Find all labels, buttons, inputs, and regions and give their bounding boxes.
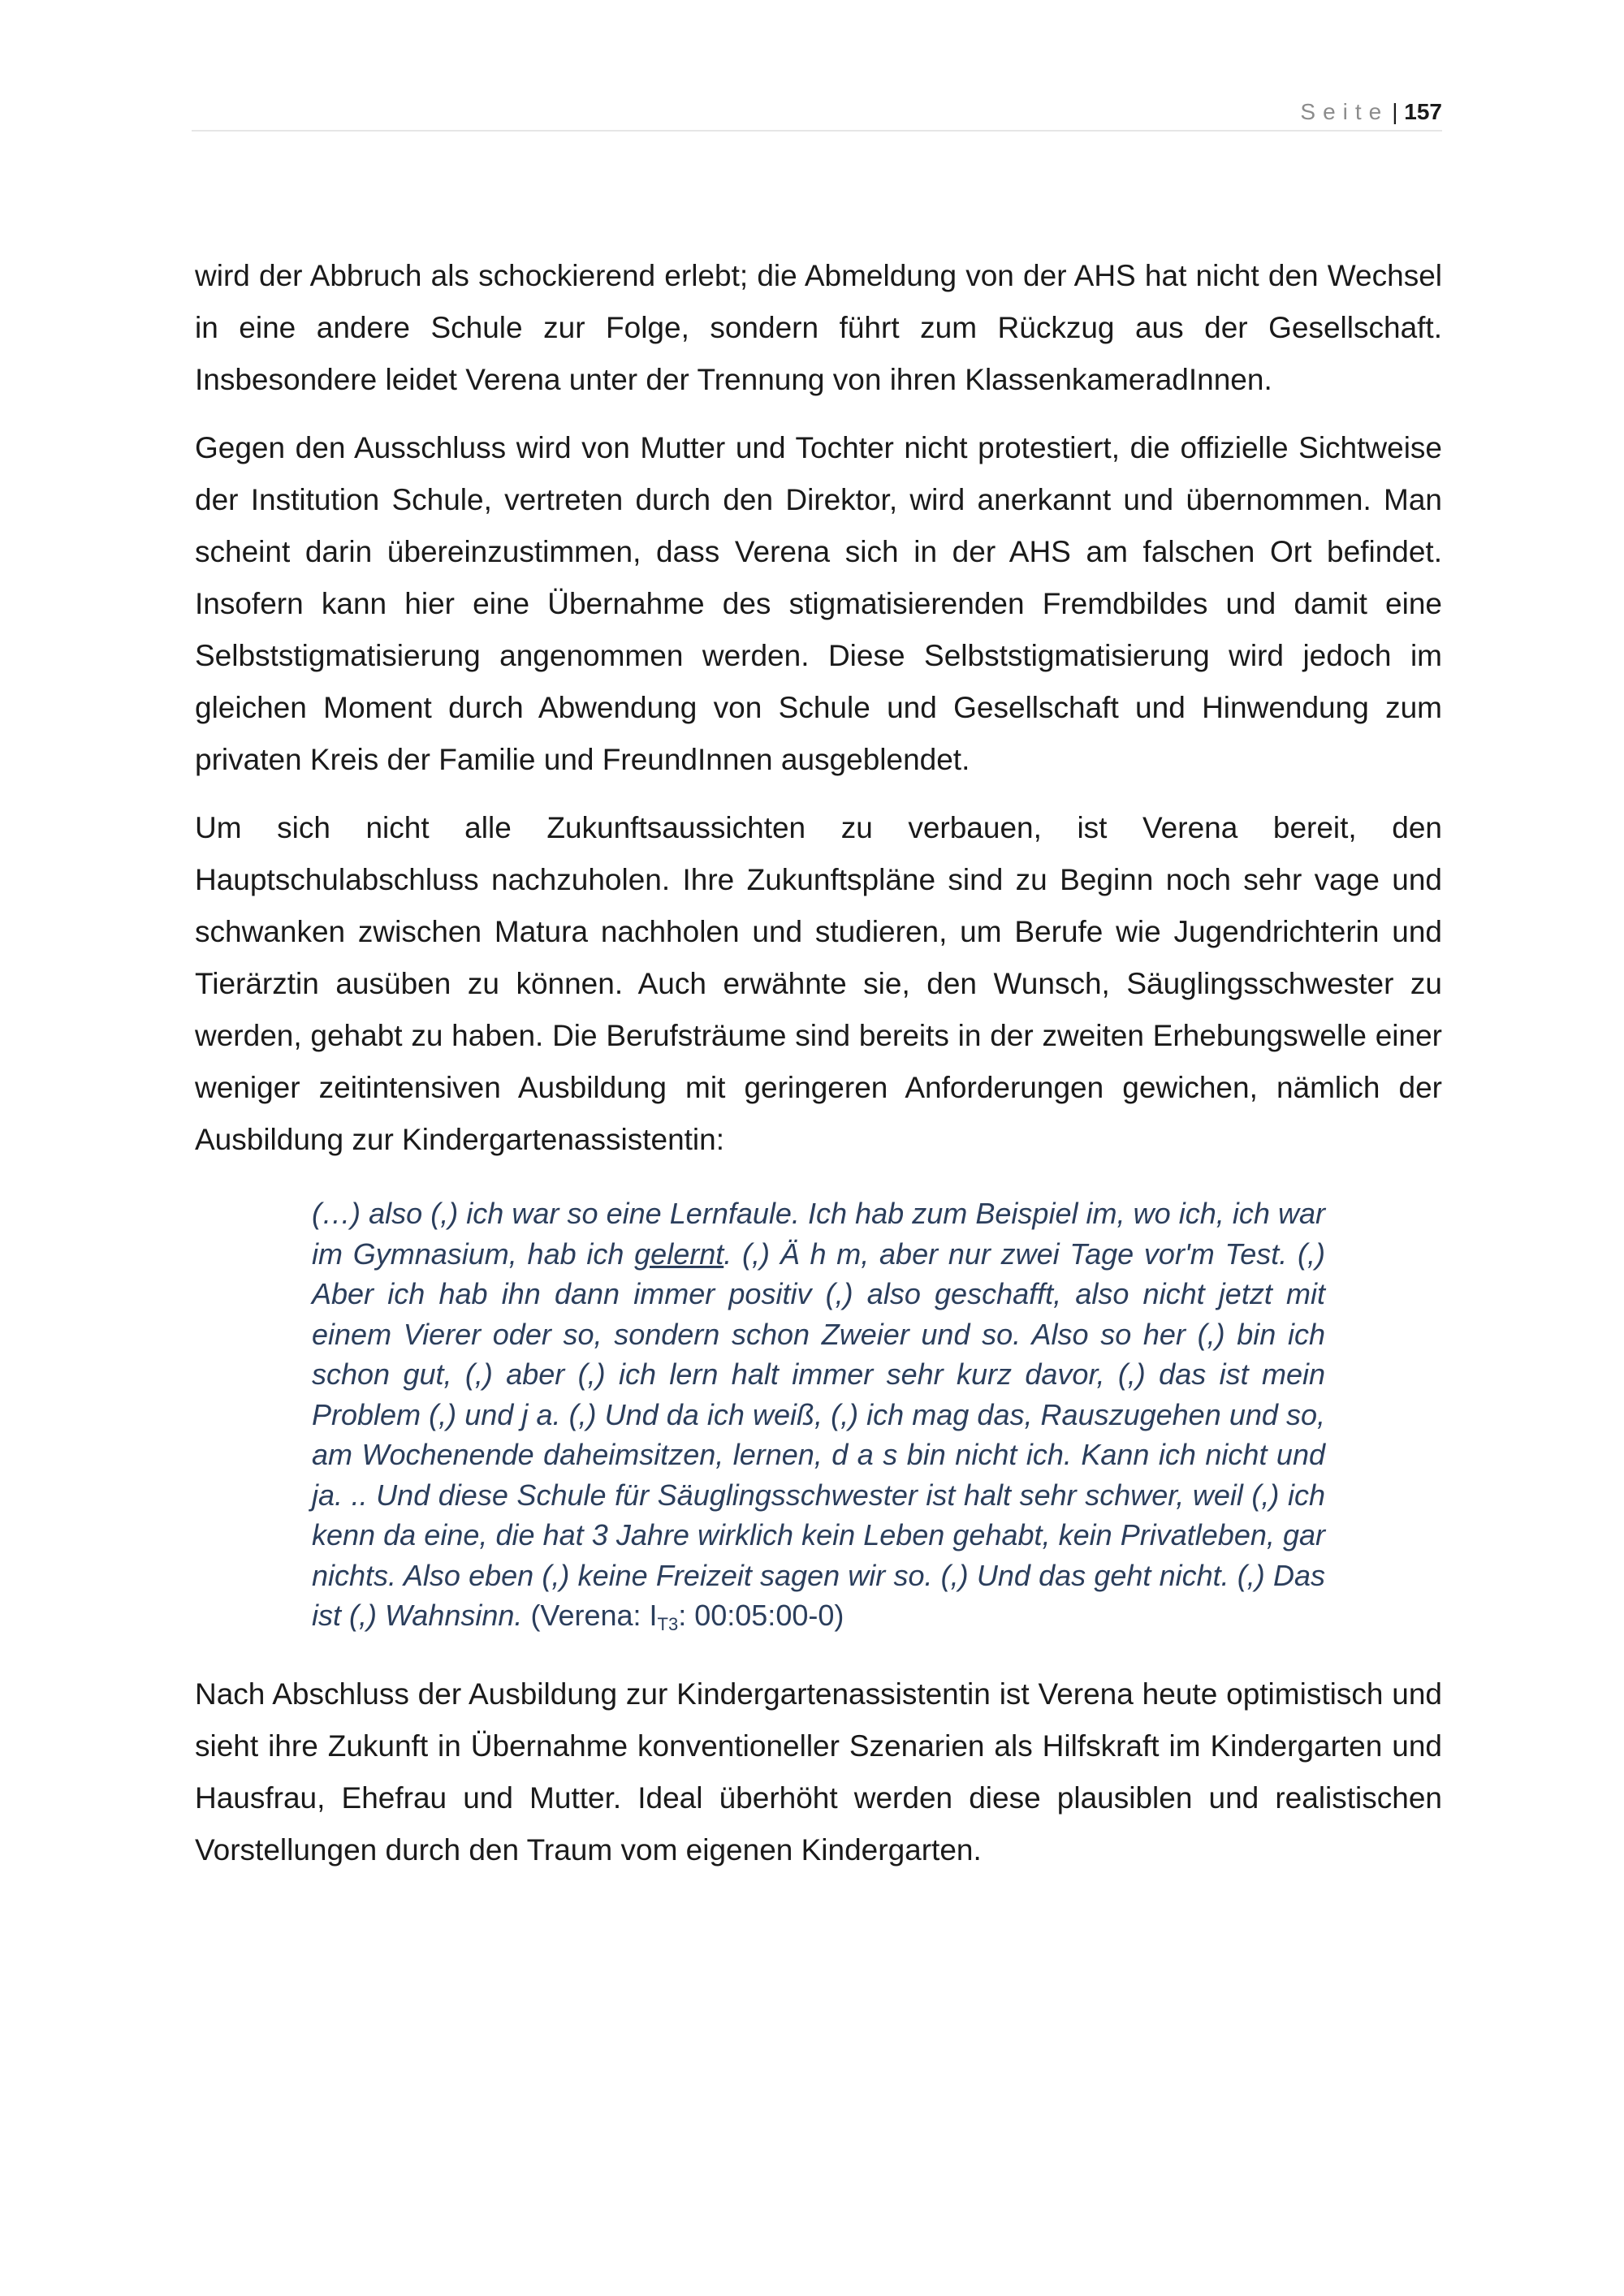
page-label: Seite <box>1300 99 1389 124</box>
quote-text-start: (…) also (,) ich war so eine Lernfaule. Ich hab zum Beispiel im, wo ich, ich war im Gymnasium, hab ich <box>312 1197 1325 1271</box>
paragraph-1: wird der Abbruch als schockierend erlebt; die Abmeldung von der AHS hat nicht den Wechsel in eine andere Schule zur Folge, sondern führt zum Rückzug aus der Gesellschaft. Insbesondere leidet Verena unter der Trennung von ihren KlassenkameradInnen. <box>195 259 1442 396</box>
quote-reference-open: (Verena: I <box>530 1599 658 1632</box>
main-text <box>195 250 1442 1892</box>
quote-reference-subscript: T3 <box>657 1614 679 1634</box>
page-header <box>192 96 1442 132</box>
page-number: 157 <box>1404 99 1442 124</box>
quote-reference-close: : 00:05:00-0) <box>678 1599 844 1632</box>
quote-text-end: . (,) Ä h m, aber nur zwei Tage vor'm Test. (,) Aber ich hab ihn dann immer positiv (,) also geschafft, also nicht jetzt mit einem Vierer oder so, sondern schon Zweier und so. Also so her (,) bin ich schon gut, (,) aber (,) ich lern halt immer sehr kurz davor, (,) das ist mein Problem (,) und j a. (,) Und da ich weiß, (,) ich mag das, Rauszugehen und so, am Wochenende daheimsitzen, lernen, d a s bin nicht ich. Kann ich nicht und ja. .. Und diese Schule für Säuglingsschwester ist halt sehr schwer, weil (,) ich kenn da eine, die hat 3 Jahre wirklich kein Leben gehabt, kein Privatleben, gar nichts. Also eben (,) keine Freizeit sagen wir so. (,) Und das geht nicht. (,) Das ist (,) Wahnsinn. <box>312 1236 1326 1632</box>
quote-underlined-word: gelernt <box>634 1236 724 1271</box>
interview-quote <box>312 1193 1325 1636</box>
closing-paragraph: Nach Abschluss der Ausbildung zur Kindergartenassistentin ist Verena heute optimistisch und sieht ihre Zukunft in Übernahme konventioneller Szenarien als Hilfskraft im Kindergarten und Hausfrau, Ehefrau und Mutter. Ideal überhöht werden diese plausiblen und realistischen Vorstellungen durch den Traum vom eigenen Kindergarten. <box>195 1677 1442 1867</box>
paragraph-3: Um sich nicht alle Zukunftsaussichten zu verbauen, ist Verena bereit, den Hauptschulabschluss nachzuholen. Ihre Zukunftspläne sind zu Beginn noch sehr vage und schwanken zwischen Matura nachholen und studieren, um Berufe wie Jugendrichterin und Tierärztin ausüben zu können. Auch erwähnte sie, den Wunsch, Säuglingsschwester zu werden, gehabt zu haben. Die Berufsträume sind bereits in der zweiten Erhebungswelle einer weniger zeitintensiven Ausbildung mit geringeren Anforderungen gewichen, nämlich der Ausbildung zur Kindergartenassistentin: <box>195 811 1442 1156</box>
paragraph-2: Gegen den Ausschluss wird von Mutter und Tochter nicht protestiert, die offizielle Sichtweise der Institution Schule, vertreten durch den Direktor, wird anerkannt und übernommen. Man scheint darin übereinzustimmen, dass Verena sich in der AHS am falschen Ort befindet. Insofern kann hier eine Übernahme des stigmatisierenden Fremdbildes und damit eine Selbststigmatisierung angenommen werden. Diese Selbststigmatisierung wird jedoch im gleichen Moment durch Abwendung von Schule und Gesellschaft und Hinwendung zum privaten Kreis der Familie und FreundInnen ausgeblendet. <box>195 431 1442 776</box>
quote-reference <box>530 1599 844 1632</box>
header-separator: | <box>1392 99 1398 124</box>
